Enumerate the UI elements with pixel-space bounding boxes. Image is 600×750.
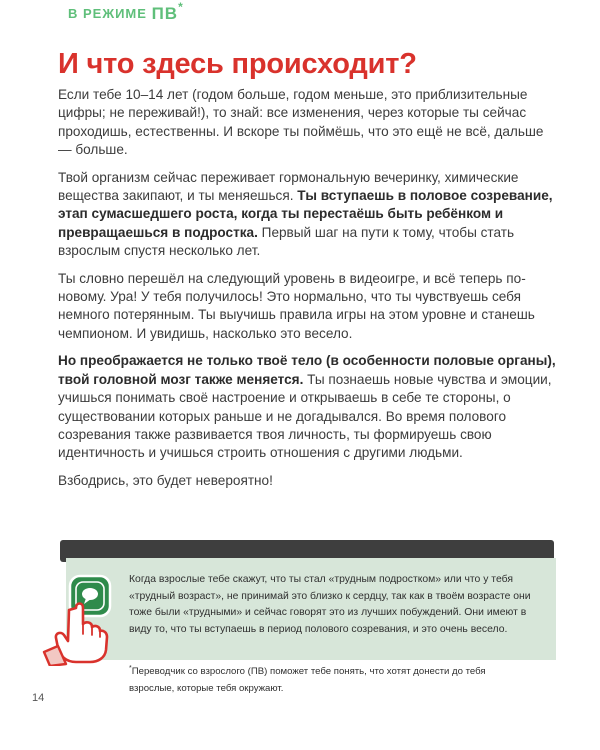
page-title: И что здесь происходит?	[58, 48, 417, 80]
paragraph-text: Твой организм сейчас переживает гормональную вечеринку, химические вещества закипают, и ты меняешься.	[58, 169, 519, 204]
emphasized-text: Но преображается не только твоё тело (в особенности половые органы), твой головной мозг также меняется.	[58, 353, 556, 387]
translator-box-title-abbr: ПВ	[151, 4, 179, 23]
paragraph-text: Если тебе 10–14 лет (годом больше, годом меньше, это приблизительные цифры; не переживай!), то знай: все изменения, через которые ты сейчас проходишь, естественны. И вскоре ты поймёшь, что это ещё не всё, дальше — больше.	[58, 87, 544, 158]
footnote-mark: *	[129, 665, 132, 672]
translator-box-title-star: *	[178, 0, 184, 14]
body-text	[58, 86, 556, 499]
emphasized-text: Ты вступаешь в половое созревание, этап сумасшедшего роста, когда ты перестаёшь быть ребёнком и превращаешься в подростка.	[58, 188, 553, 240]
translator-box-title-prefix: В РЕЖИМЕ	[68, 6, 147, 21]
paragraph-text: Ты познаешь новые чувства и эмоции, учишься понимать своё настроение и открываешь в себе те стороны, о существовании которых раньше и не догадывался. Во время полового созревания также развивается твоя личность, ты формируешь свою идентичность и учишься строить отношения с другими людьми.	[58, 371, 552, 461]
page-number: 14	[32, 692, 45, 704]
body-paragraph	[58, 169, 556, 261]
body-paragraph	[58, 270, 556, 344]
body-paragraph	[58, 352, 556, 462]
translator-box-text: Когда взрослые тебе скажут, что ты стал «трудным подростком» или что у тебя «трудный возраст», не принимай это близко к сердцу, так как в твоём возрасте они тоже были «трудными» и сейчас говорят это из лучших побуждений. Они имеют в виду то, что ты вступаешь в период полового созревания, и это очень весело.	[129, 574, 531, 635]
paragraph-text: Первый шаг на пути к тому, чтобы стать взрослым спустя несколько лет.	[58, 224, 515, 259]
footnote-text: Переводчик со взрослого (ПВ) поможет тебе понять, что хотят донести до тебя взрослые, которые тебя окружают.	[129, 666, 486, 694]
translator-box-title	[68, 0, 184, 23]
body-paragraph	[58, 86, 556, 160]
paragraph-text: Взбодрись, это будет невероятно!	[58, 472, 273, 488]
footnote	[129, 664, 509, 697]
body-paragraph	[58, 472, 556, 490]
hand-pressing-chat-button-icon	[36, 572, 120, 666]
paragraph-text: Ты словно перешёл на следующий уровень в видеоигре, и всё теперь по-новому. Ура! У тебя получилось! Это нормально, что ты чувствуешь себя немного потерянным. Ты выучишь правила игры на этом уровне и станешь чемпионом. И увидишь, насколько это весело.	[58, 270, 535, 341]
